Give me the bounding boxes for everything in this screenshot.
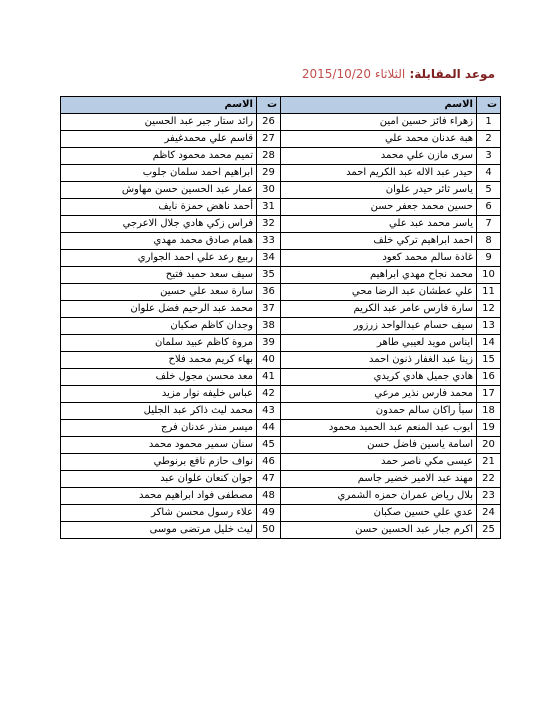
row-name: احمد ابراهيم تركي خلف bbox=[281, 233, 477, 250]
row-number: 4 bbox=[477, 165, 501, 182]
table-row bbox=[61, 182, 501, 199]
row-number: 11 bbox=[477, 284, 501, 301]
row-name: جوان كنعان علوان عبد bbox=[61, 471, 257, 488]
row-name: زهراء فائز حسين امين bbox=[281, 114, 477, 131]
row-name: سرى مازن علي محمد bbox=[281, 148, 477, 165]
table-row bbox=[61, 437, 501, 454]
table-body bbox=[61, 114, 501, 539]
names-table bbox=[60, 96, 501, 539]
row-name: زينا عبد الغفار ذنون احمد bbox=[281, 352, 477, 369]
row-number: 27 bbox=[257, 131, 281, 148]
row-number: 37 bbox=[257, 301, 281, 318]
row-name: مروة كاظم عبيد سلمان bbox=[61, 335, 257, 352]
row-number: 49 bbox=[257, 505, 281, 522]
row-name: حسين محمد جعفر حسن bbox=[281, 199, 477, 216]
row-name: ايوب عبد المنعم عبد الحميد محمود bbox=[281, 420, 477, 437]
table-row bbox=[61, 352, 501, 369]
row-name: سارة فارس عامر عبد الكريم bbox=[281, 301, 477, 318]
row-name: ليث خليل مرتضى موسى bbox=[61, 522, 257, 539]
row-name: همام صادق محمد مهدي bbox=[61, 233, 257, 250]
row-name: محمد فارس نذير مرعي bbox=[281, 386, 477, 403]
table-row bbox=[61, 301, 501, 318]
row-name: سارة سعد علي حسين bbox=[61, 284, 257, 301]
row-name: فراس زكي هادي جلال الاعرجي bbox=[61, 216, 257, 233]
row-number: 44 bbox=[257, 420, 281, 437]
row-name: بهاء كريم محمد فلاح bbox=[61, 352, 257, 369]
row-number: 47 bbox=[257, 471, 281, 488]
row-number: 8 bbox=[477, 233, 501, 250]
row-name: أحمد ناهض حمزة نايف bbox=[61, 199, 257, 216]
row-number: 5 bbox=[477, 182, 501, 199]
row-number: 20 bbox=[477, 437, 501, 454]
table-header-row bbox=[61, 97, 501, 114]
row-number: 9 bbox=[477, 250, 501, 267]
row-name: حيدر عبد الاله عبد الكريم احمد bbox=[281, 165, 477, 182]
header-number-right: ت bbox=[477, 97, 501, 114]
row-number: 31 bbox=[257, 199, 281, 216]
row-number: 34 bbox=[257, 250, 281, 267]
row-number: 17 bbox=[477, 386, 501, 403]
row-name: محمد نجاح مهدي ابراهيم bbox=[281, 267, 477, 284]
row-name: رائد ستار جبر عبد الحسين bbox=[61, 114, 257, 131]
row-name: هادي جميل هادي كريدي bbox=[281, 369, 477, 386]
interview-date-value: الثلاثاء 2015/10/20 bbox=[301, 67, 406, 81]
header-number-left: ت bbox=[257, 97, 281, 114]
table-row bbox=[61, 369, 501, 386]
table-row bbox=[61, 233, 501, 250]
row-number: 19 bbox=[477, 420, 501, 437]
row-number: 13 bbox=[477, 318, 501, 335]
row-name: تميم محمد محمود كاظم bbox=[61, 148, 257, 165]
row-number: 48 bbox=[257, 488, 281, 505]
row-name: بلال رياض عمران حمزه الشمري bbox=[281, 488, 477, 505]
row-name: علاء رسول محسن شاكر bbox=[61, 505, 257, 522]
row-name: ربيع رعد علي احمد الجواري bbox=[61, 250, 257, 267]
row-name: سبأ راكان سالم حمدون bbox=[281, 403, 477, 420]
row-name: معد محسن مجول خلف bbox=[61, 369, 257, 386]
row-number: 39 bbox=[257, 335, 281, 352]
row-name: غادة سالم محمد كعود bbox=[281, 250, 477, 267]
table-row bbox=[61, 250, 501, 267]
row-name: ايناس مويد لعيبي طاهر bbox=[281, 335, 477, 352]
row-number: 3 bbox=[477, 148, 501, 165]
row-number: 41 bbox=[257, 369, 281, 386]
row-number: 26 bbox=[257, 114, 281, 131]
row-number: 15 bbox=[477, 352, 501, 369]
row-number: 14 bbox=[477, 335, 501, 352]
row-name: مصطفى فواد ابراهيم محمد bbox=[61, 488, 257, 505]
header-name-right: الاسم bbox=[281, 97, 477, 114]
row-name: سنان سمير محمود محمد bbox=[61, 437, 257, 454]
row-number: 16 bbox=[477, 369, 501, 386]
row-number: 22 bbox=[477, 471, 501, 488]
table-row bbox=[61, 471, 501, 488]
row-number: 40 bbox=[257, 352, 281, 369]
row-name: محمد عبد الرحيم فضل علوان bbox=[61, 301, 257, 318]
row-number: 42 bbox=[257, 386, 281, 403]
row-number: 2 bbox=[477, 131, 501, 148]
table-row bbox=[61, 148, 501, 165]
row-number: 25 bbox=[477, 522, 501, 539]
row-number: 10 bbox=[477, 267, 501, 284]
row-name: عمار عبد الحسين حسن مهاوش bbox=[61, 182, 257, 199]
row-number: 35 bbox=[257, 267, 281, 284]
table-row bbox=[61, 114, 501, 131]
row-number: 7 bbox=[477, 216, 501, 233]
table-row bbox=[61, 216, 501, 233]
table-row bbox=[61, 165, 501, 182]
row-name: عباس خليفه نوار مزيد bbox=[61, 386, 257, 403]
table-row bbox=[61, 454, 501, 471]
row-name: ميسر منذر عدنان فرج bbox=[61, 420, 257, 437]
table-row bbox=[61, 199, 501, 216]
row-name: عدي علي حسين صكبان bbox=[281, 505, 477, 522]
table-row bbox=[61, 420, 501, 437]
interview-date-label: موعد المقابلة: bbox=[409, 67, 495, 81]
row-number: 1 bbox=[477, 114, 501, 131]
row-name: علي عطشان عبد الرضا محي bbox=[281, 284, 477, 301]
row-number: 32 bbox=[257, 216, 281, 233]
row-name: ابراهيم احمد سلمان جلوب bbox=[61, 165, 257, 182]
row-number: 18 bbox=[477, 403, 501, 420]
row-number: 33 bbox=[257, 233, 281, 250]
row-number: 45 bbox=[257, 437, 281, 454]
row-name: عيسى مكي ناصر حمد bbox=[281, 454, 477, 471]
row-name: محمد ليث ذاكر عبد الجليل bbox=[61, 403, 257, 420]
row-name: ياسر محمد عبد علي bbox=[281, 216, 477, 233]
row-number: 38 bbox=[257, 318, 281, 335]
row-name: سيف حسام عبدالواحد زرزور bbox=[281, 318, 477, 335]
table-row bbox=[61, 131, 501, 148]
row-name: اكرم جبار عبد الحسين حسن bbox=[281, 522, 477, 539]
row-number: 28 bbox=[257, 148, 281, 165]
table-row bbox=[61, 267, 501, 284]
table-row bbox=[61, 403, 501, 420]
row-name: مهند عبد الامير خضير جاسم bbox=[281, 471, 477, 488]
table-row bbox=[61, 284, 501, 301]
row-name: هبة عدنان محمد علي bbox=[281, 131, 477, 148]
row-number: 6 bbox=[477, 199, 501, 216]
row-number: 23 bbox=[477, 488, 501, 505]
row-number: 46 bbox=[257, 454, 281, 471]
row-number: 50 bbox=[257, 522, 281, 539]
table-row bbox=[61, 335, 501, 352]
row-number: 30 bbox=[257, 182, 281, 199]
row-number: 43 bbox=[257, 403, 281, 420]
row-name: سيف سعد حميد فتيح bbox=[61, 267, 257, 284]
row-number: 24 bbox=[477, 505, 501, 522]
row-number: 36 bbox=[257, 284, 281, 301]
row-number: 29 bbox=[257, 165, 281, 182]
row-name: اسامة ياسين فاضل حسن bbox=[281, 437, 477, 454]
row-name: نواف حازم نافع برنوطي bbox=[61, 454, 257, 471]
row-number: 12 bbox=[477, 301, 501, 318]
row-name: قاسم علي محمدغيفر bbox=[61, 131, 257, 148]
row-name: ياسر ثائر حيدر علوان bbox=[281, 182, 477, 199]
table-row bbox=[61, 522, 501, 539]
row-name: وجدان كاظم صكبان bbox=[61, 318, 257, 335]
row-number: 21 bbox=[477, 454, 501, 471]
table-row bbox=[61, 488, 501, 505]
table-row bbox=[61, 318, 501, 335]
header-name-left: الاسم bbox=[61, 97, 257, 114]
table-row bbox=[61, 386, 501, 403]
interview-date-heading bbox=[270, 66, 495, 82]
table-row bbox=[61, 505, 501, 522]
